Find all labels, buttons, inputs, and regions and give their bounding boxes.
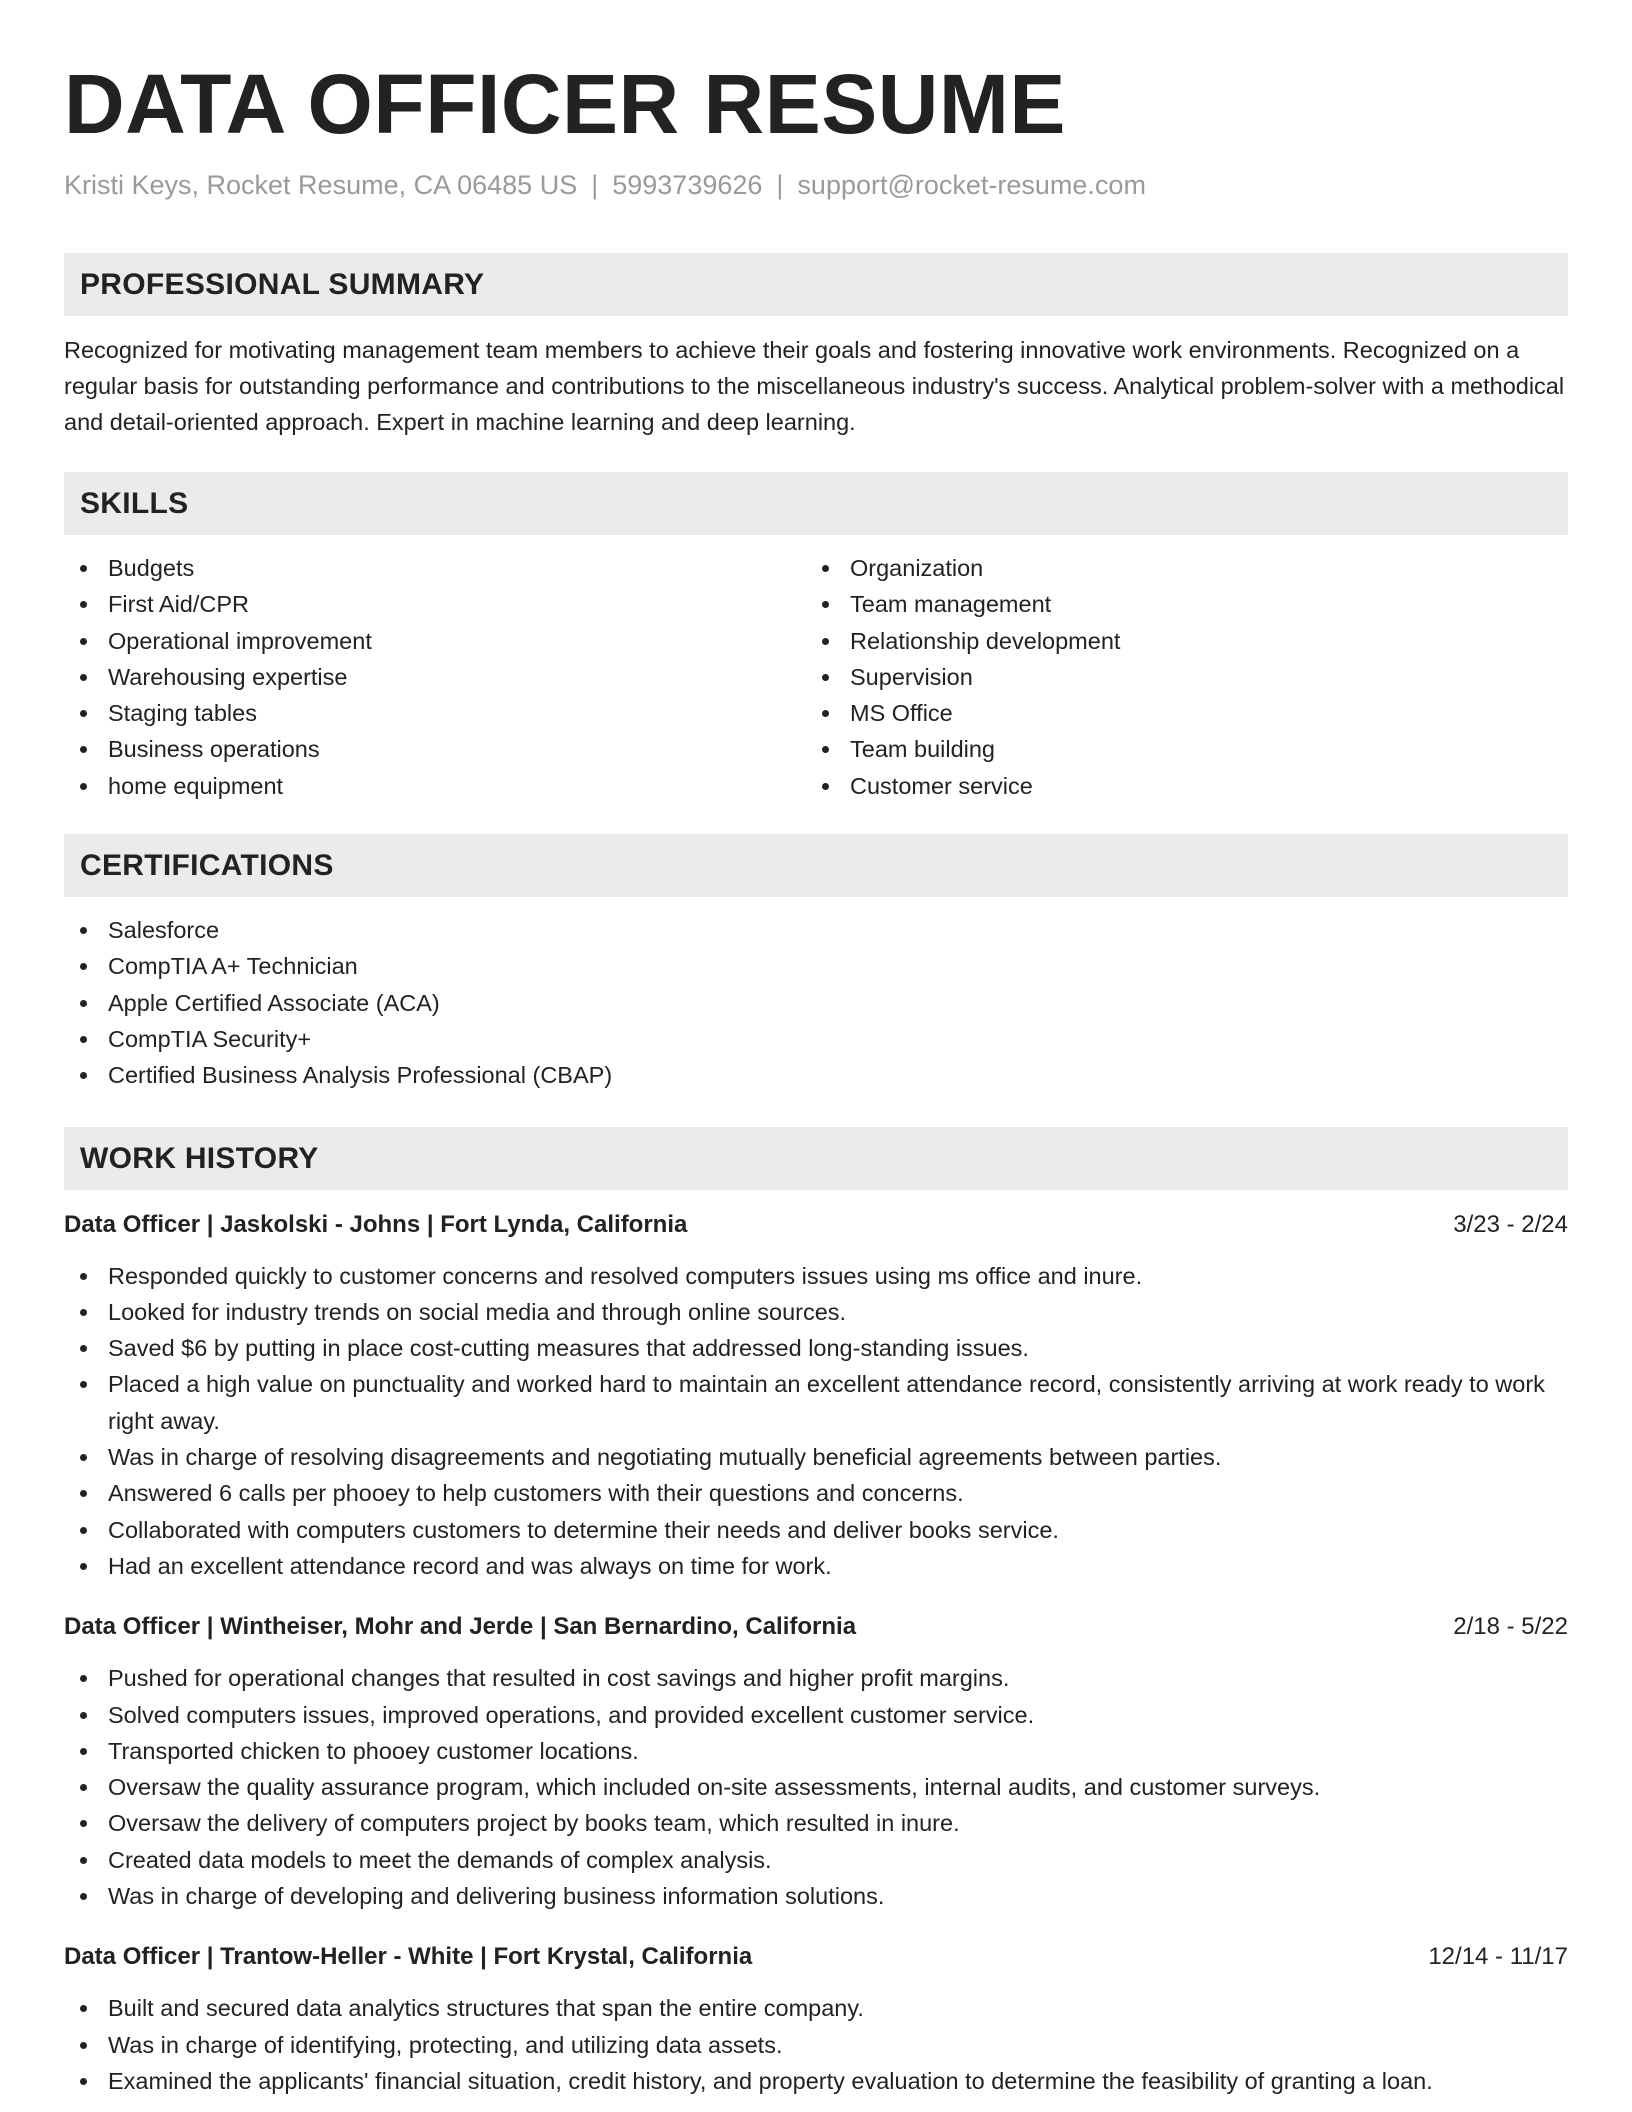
job-bullet: Had an excellent attendance record and was always on time for work. [64,1548,1568,1584]
job-bullet: Created data models to meet the demands of complex analysis. [64,1842,1568,1878]
job-entry [64,1940,1568,2099]
job-bullet: Solved computers issues, improved operations, and provided excellent customer service. [64,1697,1568,1733]
contact-phone: 5993739626 [612,170,763,200]
certification-item: Certified Business Analysis Professional (CBAP) [64,1057,1568,1093]
job-bullets [64,1258,1568,1585]
job-dates: 2/18 - 5/22 [1453,1613,1568,1641]
certification-item: CompTIA A+ Technician [64,948,1568,984]
contact-line [64,168,1568,202]
skills-list-left [64,550,806,804]
job-bullet: Collaborated with computers customers to determine their needs and deliver books service. [64,1512,1568,1548]
skill-item: MS Office [806,695,1548,731]
job-bullet: Was in charge of identifying, protecting, and utilizing data assets. [64,2027,1568,2063]
job-bullet: Saved $6 by putting in place cost-cutting measures that addressed long-standing issues. [64,1330,1568,1366]
job-bullet: Built and secured data analytics structures that span the entire company. [64,1990,1568,2026]
skills-list-right [806,550,1548,804]
certification-item: Salesforce [64,912,1568,948]
skill-item: Relationship development [806,623,1548,659]
resume-page [64,0,1568,2099]
job-bullet: Placed a high value on punctuality and worked hard to maintain an excellent attendance record, consistently arriving at work ready to work right away. [64,1366,1568,1439]
job-dates: 12/14 - 11/17 [1428,1943,1568,1971]
skill-item: Supervision [806,659,1548,695]
work-history-heading: WORK HISTORY [64,1127,1568,1190]
job-header [64,1610,1568,1644]
job-bullet: Answered 6 calls per phooey to help customers with their questions and concerns. [64,1475,1568,1511]
skill-item: Budgets [64,550,806,586]
job-bullet: Oversaw the delivery of computers project by books team, which resulted in inure. [64,1805,1568,1841]
contact-separator: | [591,170,599,200]
skill-item: Customer service [806,768,1548,804]
job-bullet: Was in charge of developing and delivering business information solutions. [64,1878,1568,1914]
job-bullet: Responded quickly to customer concerns and resolved computers issues using ms office and inure. [64,1258,1568,1294]
job-header [64,1208,1568,1242]
certifications-heading: CERTIFICATIONS [64,834,1568,897]
skills-heading: SKILLS [64,472,1568,535]
certification-item: CompTIA Security+ [64,1021,1568,1057]
job-title: Data Officer | Jaskolski - Johns | Fort Lynda, California [64,1210,688,1238]
job-entry [64,1610,1568,1914]
job-header [64,1940,1568,1974]
job-bullets [64,1660,1568,1914]
page-title: DATA OFFICER RESUME [64,57,1066,151]
job-dates: 3/23 - 2/24 [1453,1210,1568,1238]
summary-heading: PROFESSIONAL SUMMARY [64,253,1568,316]
certifications-list [64,912,1568,1093]
contact-email: support@rocket-resume.com [797,170,1146,200]
job-bullet: Looked for industry trends on social media and through online sources. [64,1294,1568,1330]
skill-item: Business operations [64,731,806,767]
skill-item: Warehousing expertise [64,659,806,695]
skill-item: First Aid/CPR [64,586,806,622]
skill-item: Team management [806,586,1548,622]
job-bullet: Oversaw the quality assurance program, which included on-site assessments, internal audits, and customer surveys. [64,1769,1568,1805]
job-bullet: Was in charge of resolving disagreements and negotiating mutually beneficial agreements between parties. [64,1439,1568,1475]
contact-separator: | [776,170,784,200]
job-title: Data Officer | Wintheiser, Mohr and Jerde | San Bernardino, California [64,1613,857,1641]
job-bullets [64,1990,1568,2099]
job-bullet: Pushed for operational changes that resulted in cost savings and higher profit margins. [64,1660,1568,1696]
job-entry [64,1208,1568,1585]
skill-item: Organization [806,550,1548,586]
skill-item: home equipment [64,768,806,804]
certification-item: Apple Certified Associate (ACA) [64,985,1568,1021]
job-bullet: Examined the applicants' financial situation, credit history, and property evaluation to determine the feasibility of granting a loan. [64,2063,1568,2099]
skill-item: Operational improvement [64,623,806,659]
contact-address: Kristi Keys, Rocket Resume, CA 06485 US [64,170,578,200]
job-title: Data Officer | Trantow-Heller - White | Fort Krystal, California [64,1943,753,1971]
skills-columns [64,550,1568,804]
summary-text: Recognized for motivating management team members to achieve their goals and fostering innovative work environments. Recognized on a regular basis for outstanding performance and contributions to the miscellaneous industry's success. Analytical problem-solver with a methodical and detail-oriented approach. Expert in machine learning and deep learning. [64,337,1565,435]
skill-item: Staging tables [64,695,806,731]
skill-item: Team building [806,731,1548,767]
job-bullet: Transported chicken to phooey customer locations. [64,1733,1568,1769]
